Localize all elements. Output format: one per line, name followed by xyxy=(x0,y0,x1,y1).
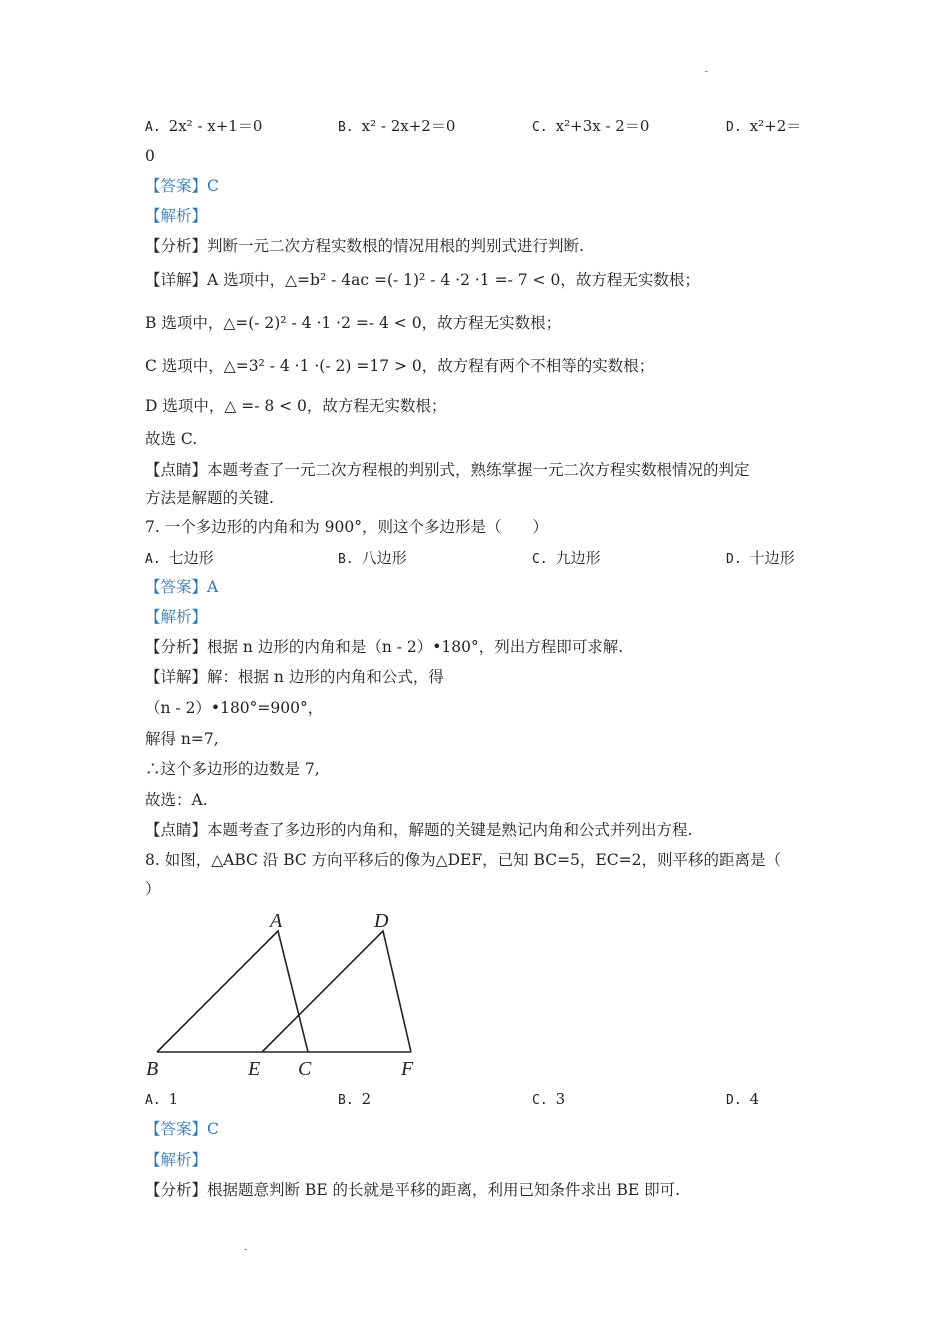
q7-solve: 解得 n=7, xyxy=(145,730,219,748)
option-text: x² - 2x+2＝0 xyxy=(361,117,456,135)
label-b: B xyxy=(146,1058,159,1080)
q6-option-d xyxy=(726,116,801,138)
q6-detail-d: D 选项中，△ =- 8 < 0，故方程无实数根； xyxy=(145,397,447,415)
option-text: 1 xyxy=(168,1090,179,1108)
q6-detail-a: 【详解】A 选项中，△=b² - 4ac =(- 1)² - 4 ·2 ·1 =- 7 < 0，故方程无实数根； xyxy=(145,271,700,289)
q6-option-a xyxy=(145,116,262,138)
option-text: 九边形 xyxy=(555,549,601,567)
q8-option-a xyxy=(145,1089,178,1111)
label-f: F xyxy=(401,1058,414,1080)
q6-jiexi: 【解析】 xyxy=(145,207,208,225)
option-letter: D. xyxy=(726,1093,742,1108)
q8-jiexi: 【解析】 xyxy=(145,1151,208,1169)
q7-therefore: ∴这个多边形的边数是 7, xyxy=(145,760,320,778)
q7-option-a xyxy=(145,548,214,570)
q8-option-b xyxy=(338,1089,371,1111)
q8-stem-2: ） xyxy=(145,880,161,898)
label-d: D xyxy=(374,910,389,932)
option-letter: D. xyxy=(726,120,742,135)
q7-conclusion: 故选：A. xyxy=(145,791,208,809)
q6-conclusion: 故选 C. xyxy=(145,430,198,448)
q6-comment-2: 方法是解题的关键. xyxy=(145,489,274,507)
q7-option-d xyxy=(726,548,795,570)
option-text: 2 xyxy=(361,1090,372,1108)
option-letter: D. xyxy=(726,552,742,567)
option-text: 3 xyxy=(555,1090,566,1108)
triangle-abc xyxy=(157,931,308,1052)
triangle-def xyxy=(262,931,411,1052)
option-text: x²+2＝ xyxy=(749,117,802,135)
q6-detail-c: C 选项中，△=3² - 4 ·1 ·(- 2) =17 > 0，故方程有两个不相等的实数根； xyxy=(145,357,655,375)
q6-analysis: 【分析】判断一元二次方程实数根的情况用根的判别式进行判断. xyxy=(145,237,584,255)
q7-analysis: 【分析】根据 n 边形的内角和是（n - 2）•180°，列出方程即可求解. xyxy=(145,638,624,656)
option-letter: C. xyxy=(532,120,548,135)
option-letter: B. xyxy=(338,552,354,567)
option-letter: B. xyxy=(338,120,354,135)
q8-answer: 【答案】C xyxy=(145,1120,219,1138)
corner-mark-bottom xyxy=(244,1249,247,1250)
option-text: 八边形 xyxy=(361,549,407,567)
q8-analysis: 【分析】根据题意判断 BE 的长就是平移的距离，利用已知条件求出 BE 即可. xyxy=(145,1181,681,1199)
option-text: x²+3x - 2＝0 xyxy=(555,117,650,135)
option-text: 七边形 xyxy=(168,549,214,567)
q6-comment-1: 【点睛】本题考查了一元二次方程根的判别式，熟练掌握一元二次方程实数根情况的判定 xyxy=(145,461,750,479)
label-a: A xyxy=(270,910,283,932)
q7-option-c xyxy=(532,548,601,570)
option-letter: A. xyxy=(145,552,161,567)
q6-option-c xyxy=(532,116,649,138)
label-c: C xyxy=(298,1058,312,1080)
option-text: 十边形 xyxy=(749,549,795,567)
option-letter: A. xyxy=(145,120,161,135)
q7-stem: 7. 一个多边形的内角和为 900°，则这个多边形是（ ） xyxy=(145,518,548,536)
q7-comment: 【点睛】本题考查了多边形的内角和，解题的关键是熟记内角和公式并列出方程. xyxy=(145,821,693,839)
q6-detail-b: B 选项中，△=(- 2)² - 4 ·1 ·2 =- 4 < 0，故方程无实数根； xyxy=(145,314,562,332)
label-e: E xyxy=(248,1058,261,1080)
corner-mark-top xyxy=(705,71,708,72)
q7-jiexi: 【解析】 xyxy=(145,608,208,626)
q6-option-b xyxy=(338,116,455,138)
q6-option-d-wrap: 0 xyxy=(145,147,155,165)
option-text: 2x² - x+1＝0 xyxy=(168,117,263,135)
option-letter: C. xyxy=(532,1093,548,1108)
q8-option-c xyxy=(532,1089,565,1111)
q7-equation: （n - 2）•180°=900°， xyxy=(145,699,324,717)
option-letter: C. xyxy=(532,552,548,567)
q8-stem-1: 8. 如图，△ABC 沿 BC 方向平移后的像为△DEF，已知 BC=5，EC=2，则平移的距离是（ xyxy=(145,851,781,869)
q7-option-b xyxy=(338,548,407,570)
q7-answer: 【答案】A xyxy=(145,578,219,596)
q7-detail: 【详解】解：根据 n 边形的内角和公式，得 xyxy=(145,668,444,686)
option-text: 4 xyxy=(749,1090,760,1108)
q6-answer: 【答案】C xyxy=(145,177,219,195)
q8-translation-figure xyxy=(140,905,430,1085)
option-letter: B. xyxy=(338,1093,354,1108)
option-letter: A. xyxy=(145,1093,161,1108)
q8-option-d xyxy=(726,1089,759,1111)
